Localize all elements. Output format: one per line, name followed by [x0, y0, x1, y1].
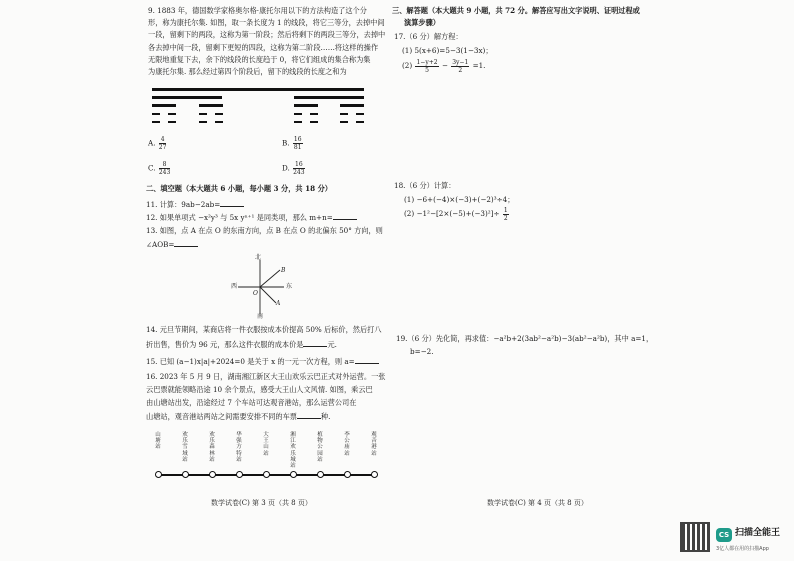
q13-line-1: 13. 如图，点 A 在点 O 的东南方向，点 B 在点 O 的北偏东 50° 方向，则 [146, 226, 383, 235]
q17-part-2: (2) $\frac{1-y+2}{5}$ − $\frac{3y-1}{2}$ =1. [402, 58, 486, 74]
q18-part-2: (2) −1²−[2×(−5)+(−3)²]÷ $\frac{1}{2}$ [404, 206, 508, 222]
q9-line-6: 为康托尔集. 那么经过第四个阶段后，留下的线段的长度之和为 [148, 67, 347, 76]
q17-title: 17.（6 分）解方程： [394, 32, 463, 41]
compass-west-label: 西 [231, 283, 238, 290]
watermark-title: 扫描全能王 [735, 528, 781, 538]
station-marker [155, 471, 162, 478]
qr-code [680, 522, 710, 552]
ray-ob [260, 270, 280, 287]
station-label: 植物公园站 [317, 432, 323, 463]
watermark-subtitle: 3亿人都在用的扫描App [716, 546, 769, 552]
station-label: 山塘站 [155, 432, 161, 451]
q9-option-d: D. $\frac{16}{243}$ [282, 161, 305, 176]
q15: 15. 已知 (a−1)x|a|+2024=0 是关于 x 的一元一次方程，则 a= [146, 356, 379, 367]
q19-line-2: b=−2. [410, 347, 434, 356]
q9-line-3: 一段，留剩下的两段，这称为第一阶段；然后将剩下的两段三等分，去掉中 [148, 30, 386, 39]
section-3-header: 三、解答题（本大题共 9 小题，共 72 分。解答应写出文字说明、证明过程或 [392, 6, 640, 15]
compass-south-label: 南 [257, 313, 264, 320]
section-2-header: 二、填空题（本大题共 6 小题，每小题 3 分，共 18 分） [146, 184, 332, 193]
section-3-header-cont: 演算步骤） [404, 18, 440, 27]
station-marker [371, 471, 378, 478]
station-marker [344, 471, 351, 478]
camscanner-badge: CS [716, 528, 732, 542]
compass-o-label: O [253, 290, 258, 297]
q9-line-1: 9. 1883 年，德国数学家格奥尔格·康托尔用以下的方法构造了这个分 [148, 6, 367, 15]
q9-line-5: 无限地重复下去，余下的线段的长度趋于 0，将它们组成的集合称为集 [148, 55, 371, 64]
compass-north-label: 北 [255, 254, 262, 261]
station-label: 湘江欢乐城站 [290, 432, 296, 470]
q16-line-4: 山塘站，观音港站两站之间需要安排不同的车票 种. [146, 412, 331, 421]
station-marker [182, 471, 189, 478]
q13-line-2: ∠AOB= [146, 239, 198, 250]
q14-line-1: 14. 元旦节期间，某商店将一件衣服按成本价提高 50% 后标价，然后打八 [146, 325, 382, 334]
q12: 12. 如果单项式 −x²y³ 与 5x yⁿ⁺¹ 是同类项，那么 m+n= [146, 212, 357, 223]
q9-line-4: 各去掉中间一段，留剩下更短的四段，这称为第二阶段……将这样的操作 [148, 43, 379, 52]
q14-line-2: 折出售，售价为 96 元，那么这件衣服的成本价是 元. [146, 340, 337, 349]
compass-a-label: A [276, 300, 281, 307]
compass-b-label: B [281, 267, 286, 274]
q16-line-3: 由山塘站出发，沿途经过 7 个车站可达观音港站，那么运营公司在 [146, 398, 357, 407]
q16-line-1: 16. 2023 年 5 月 9 日，湖南湘江新区大王山欢乐云巴正式对外运营。一张 [146, 372, 386, 381]
q11: 11. 计算：9ab−2ab= [146, 199, 244, 210]
station-marker [290, 471, 297, 478]
station-marker [209, 471, 216, 478]
ray-oa [260, 287, 276, 303]
q9-line-2: 形，称为康托尔集. 如图，取一条长度为 1 的线段，将它三等分，去掉中间 [148, 18, 385, 27]
q18-title: 18.（6 分）计算： [394, 181, 456, 190]
station-label: 大王山站 [263, 432, 269, 457]
q17-part-1: (1) 5(x+6)=5−3(1−3x)； [402, 46, 493, 55]
q9-option-a: A. $\frac{4}{27}$ [148, 136, 167, 151]
right-page-footer: 数学试卷(C) 第 4 页（共 8 页） [487, 499, 588, 507]
left-page-footer: 数学试卷(C) 第 3 页（共 8 页） [211, 499, 312, 507]
station-label: 观音港站 [371, 432, 377, 457]
compass-east-label: 东 [286, 283, 293, 290]
station-label: 欢乐森林站 [209, 432, 215, 463]
q18-part-1: (1) −6+(−4)×(−3)+(−2)³÷4； [404, 195, 515, 204]
station-marker [317, 471, 324, 478]
station-label: 华强方特站 [236, 432, 242, 463]
station-label: 欢乐雪域站 [182, 432, 188, 463]
q9-option-b: B. $\frac{16}{81}$ [282, 136, 302, 151]
q19-line-1: 19.（6 分）先化简，再求值：−a²b+2(3ab²−a²b)−3(ab²−a²b)，其中 a=1， [396, 334, 654, 343]
q16-line-2: 云巴票就能领略沿途 10 余个景点，感受大王山人文风情. 如图，乘云巴 [146, 385, 373, 394]
station-label: 李公庙站 [344, 432, 350, 457]
station-marker [236, 471, 243, 478]
station-marker [263, 471, 270, 478]
q9-option-c: C. $\frac{8}{243}$ [148, 161, 171, 176]
